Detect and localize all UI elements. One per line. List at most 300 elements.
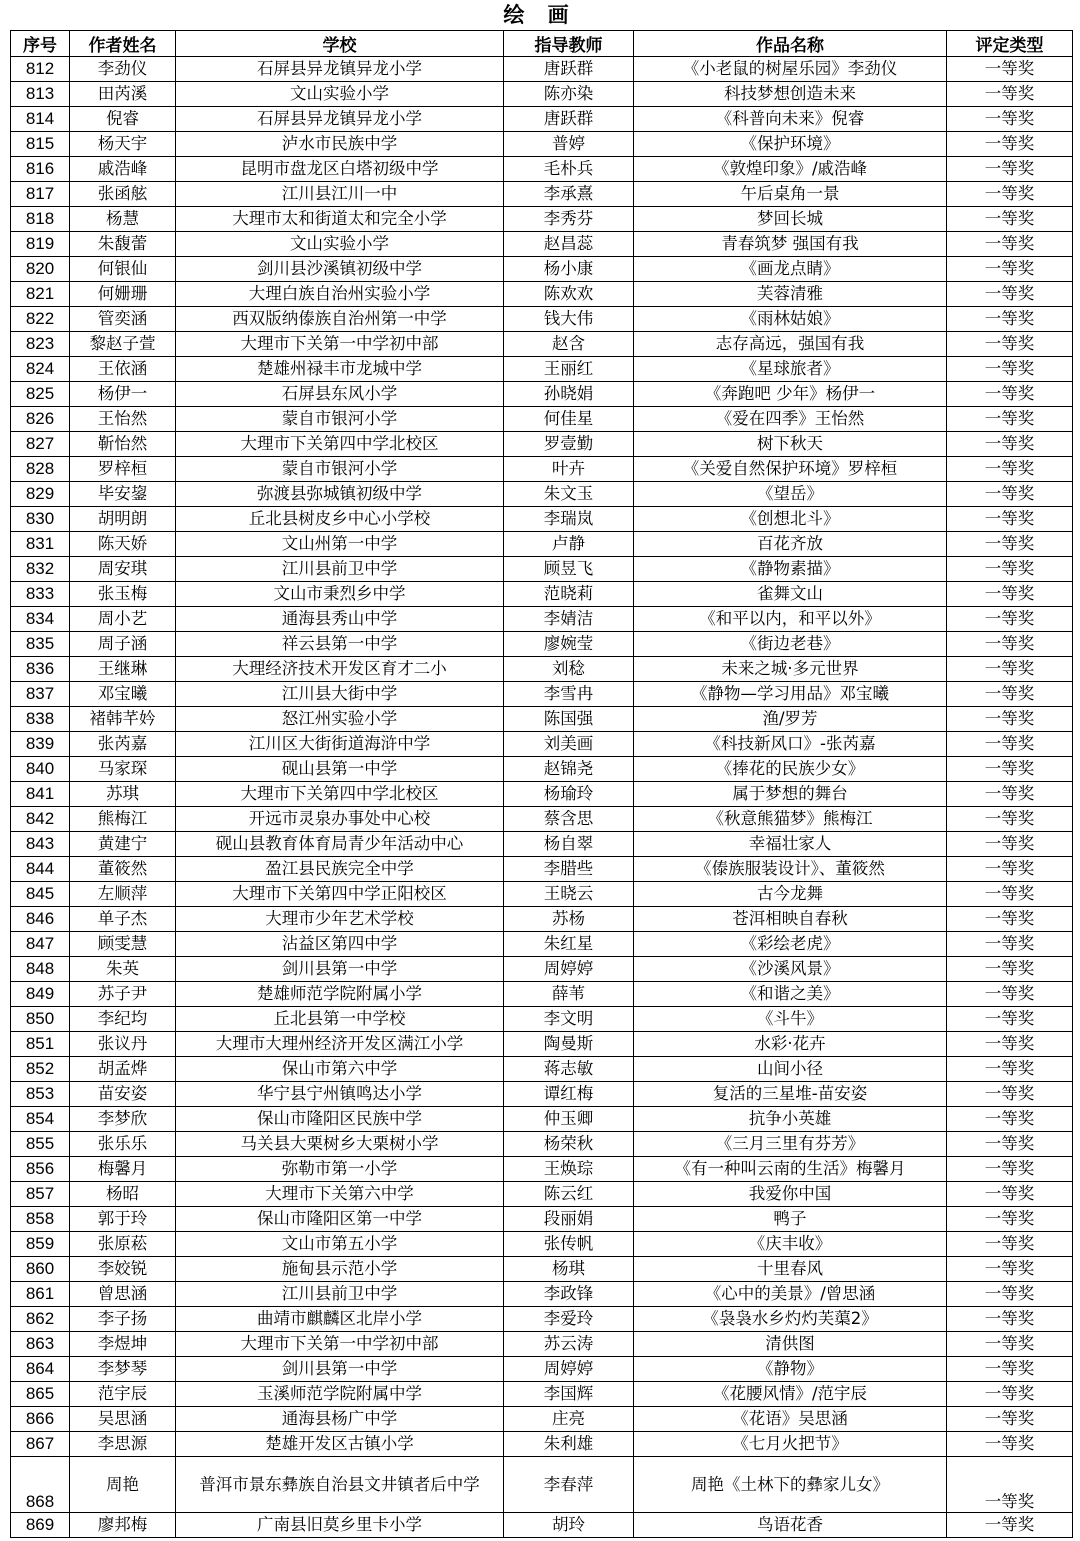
cell-index: 844 (11, 857, 70, 882)
cell-author: 李煜坤 (70, 1332, 176, 1357)
cell-work-title: 《科普向未来》倪睿 (634, 107, 947, 132)
cell-author: 戚浩峰 (70, 157, 176, 182)
cell-work-title: 芙蓉清雅 (634, 282, 947, 307)
cell-teacher: 陈国强 (504, 707, 634, 732)
cell-school: 保山市第六中学 (176, 1057, 504, 1082)
cell-author: 郭于玲 (70, 1207, 176, 1232)
cell-work-title: 《保护环境》 (634, 132, 947, 157)
cell-teacher: 张传帆 (504, 1232, 634, 1257)
cell-school: 广南县旧莫乡里卡小学 (176, 1513, 504, 1538)
cell-award: 一等奖 (947, 932, 1073, 957)
cell-work-title: 《静物—学习用品》邓宝曦 (634, 682, 947, 707)
cell-teacher: 刘美画 (504, 732, 634, 757)
cell-award: 一等奖 (947, 557, 1073, 582)
table-row (11, 1132, 1073, 1157)
table-row (11, 457, 1073, 482)
table-row (11, 782, 1073, 807)
page-title: 绘 画 (503, 3, 577, 27)
cell-award: 一等奖 (947, 1107, 1073, 1132)
cell-author: 苗安姿 (70, 1082, 176, 1107)
cell-award: 一等奖 (947, 1457, 1073, 1513)
cell-school: 开远市灵泉办事处中心校 (176, 807, 504, 832)
cell-work-title: 渔/罗芳 (634, 707, 947, 732)
cell-award: 一等奖 (947, 1282, 1073, 1307)
cell-school: 剑川县沙溪镇初级中学 (176, 257, 504, 282)
table-row (11, 432, 1073, 457)
cell-work-title: 属于梦想的舞台 (634, 782, 947, 807)
cell-index: 830 (11, 507, 70, 532)
cell-teacher: 毛朴兵 (504, 157, 634, 182)
cell-award: 一等奖 (947, 457, 1073, 482)
cell-award: 一等奖 (947, 332, 1073, 357)
cell-author: 黄建宁 (70, 832, 176, 857)
table-row (11, 932, 1073, 957)
cell-school: 楚雄州禄丰市龙城中学 (176, 357, 504, 382)
header-work-title: 作品名称 (634, 31, 947, 57)
cell-school: 石屏县异龙镇异龙小学 (176, 57, 504, 82)
cell-work-title: 《小老鼠的树屋乐园》李劲仪 (634, 57, 947, 82)
cell-award: 一等奖 (947, 907, 1073, 932)
cell-work-title: 我爱你中国 (634, 1182, 947, 1207)
table-row (11, 157, 1073, 182)
table-row (11, 1357, 1073, 1382)
cell-index: 824 (11, 357, 70, 382)
cell-work-title: 《斗牛》 (634, 1007, 947, 1032)
cell-index: 825 (11, 382, 70, 407)
cell-award: 一等奖 (947, 507, 1073, 532)
cell-teacher: 薛苇 (504, 982, 634, 1007)
cell-school: 普洱市景东彝族自治县文井镇者后中学 (176, 1457, 504, 1513)
cell-author: 吴思涵 (70, 1407, 176, 1432)
cell-author: 朱馥蕾 (70, 232, 176, 257)
table-row (11, 1513, 1073, 1538)
cell-author: 胡孟烨 (70, 1057, 176, 1082)
cell-school: 文山实验小学 (176, 82, 504, 107)
table-row (11, 282, 1073, 307)
cell-school: 保山市隆阳区民族中学 (176, 1107, 504, 1132)
cell-award: 一等奖 (947, 132, 1073, 157)
cell-award: 一等奖 (947, 707, 1073, 732)
cell-index: 863 (11, 1332, 70, 1357)
table-row (11, 1207, 1073, 1232)
table-row (11, 507, 1073, 532)
cell-teacher: 陈云红 (504, 1182, 634, 1207)
cell-author: 罗梓桓 (70, 457, 176, 482)
header-row (11, 31, 1073, 57)
cell-author: 王怡然 (70, 407, 176, 432)
cell-school: 砚山县教育体育局青少年活动中心 (176, 832, 504, 857)
cell-award: 一等奖 (947, 82, 1073, 107)
cell-work-title: 十里春风 (634, 1257, 947, 1282)
cell-school: 剑川县第一中学 (176, 1357, 504, 1382)
cell-author: 张原菘 (70, 1232, 176, 1257)
cell-work-title: 鸟语花香 (634, 1513, 947, 1538)
table-row (11, 182, 1073, 207)
cell-teacher: 蔡含思 (504, 807, 634, 832)
cell-index: 867 (11, 1432, 70, 1457)
cell-award: 一等奖 (947, 1307, 1073, 1332)
cell-school: 文山州第一中学 (176, 532, 504, 557)
table-row (11, 832, 1073, 857)
cell-school: 弥渡县弥城镇初级中学 (176, 482, 504, 507)
cell-school: 江川县大街中学 (176, 682, 504, 707)
cell-teacher: 唐跃群 (504, 107, 634, 132)
cell-index: 827 (11, 432, 70, 457)
cell-school: 江川县前卫中学 (176, 557, 504, 582)
cell-award: 一等奖 (947, 1407, 1073, 1432)
cell-index: 838 (11, 707, 70, 732)
cell-teacher: 段丽娟 (504, 1207, 634, 1232)
cell-work-title: 山间小径 (634, 1057, 947, 1082)
cell-index: 815 (11, 132, 70, 157)
cell-teacher: 李雪冉 (504, 682, 634, 707)
cell-teacher: 赵锦尧 (504, 757, 634, 782)
cell-award: 一等奖 (947, 1513, 1073, 1538)
cell-school: 大理市下关第六中学 (176, 1182, 504, 1207)
cell-school: 蒙自市银河小学 (176, 407, 504, 432)
cell-award: 一等奖 (947, 57, 1073, 82)
cell-award: 一等奖 (947, 307, 1073, 332)
cell-index: 817 (11, 182, 70, 207)
cell-work-title: 梦回长城 (634, 207, 947, 232)
cell-school: 砚山县第一中学 (176, 757, 504, 782)
table-row (11, 132, 1073, 157)
table-row (11, 632, 1073, 657)
table-row (11, 257, 1073, 282)
table-row (11, 82, 1073, 107)
cell-index: 840 (11, 757, 70, 782)
table-row (11, 907, 1073, 932)
cell-work-title: 《和谐之美》 (634, 982, 947, 1007)
cell-school: 玉溪师范学院附属中学 (176, 1382, 504, 1407)
cell-school: 江川县前卫中学 (176, 1282, 504, 1307)
cell-work-title: 树下秋天 (634, 432, 947, 457)
cell-award: 一等奖 (947, 982, 1073, 1007)
cell-school: 通海县杨广中学 (176, 1407, 504, 1432)
cell-work-title: 雀舞文山 (634, 582, 947, 607)
cell-work-title: 清供图 (634, 1332, 947, 1357)
table-row (11, 107, 1073, 132)
cell-author: 张函舷 (70, 182, 176, 207)
cell-award: 一等奖 (947, 1032, 1073, 1057)
cell-index: 869 (11, 1513, 70, 1538)
cell-school: 大理市太和街道太和完全小学 (176, 207, 504, 232)
cell-school: 大理市下关第四中学北校区 (176, 782, 504, 807)
cell-work-title: 《秋意熊猫梦》熊梅江 (634, 807, 947, 832)
cell-teacher: 李国辉 (504, 1382, 634, 1407)
table-row (11, 1007, 1073, 1032)
cell-award: 一等奖 (947, 782, 1073, 807)
cell-author: 杨伊一 (70, 382, 176, 407)
cell-author: 杨慧 (70, 207, 176, 232)
header-award: 评定类型 (947, 31, 1073, 57)
cell-award: 一等奖 (947, 257, 1073, 282)
cell-school: 文山市秉烈乡中学 (176, 582, 504, 607)
cell-index: 850 (11, 1007, 70, 1032)
cell-author: 管奕涵 (70, 307, 176, 332)
cell-author: 靳怡然 (70, 432, 176, 457)
cell-work-title: 《庆丰收》 (634, 1232, 947, 1257)
cell-teacher: 庄亮 (504, 1407, 634, 1432)
cell-teacher: 苏杨 (504, 907, 634, 932)
cell-index: 861 (11, 1282, 70, 1307)
cell-author: 周小艺 (70, 607, 176, 632)
table-row (11, 707, 1073, 732)
cell-award: 一等奖 (947, 1182, 1073, 1207)
cell-work-title: 《奔跑吧 少年》杨伊一 (634, 382, 947, 407)
cell-author: 李劲仪 (70, 57, 176, 82)
table-row (11, 857, 1073, 882)
cell-school: 大理市下关第四中学北校区 (176, 432, 504, 457)
cell-school: 江川区大街街道海浒中学 (176, 732, 504, 757)
table-row (11, 1382, 1073, 1407)
cell-award: 一等奖 (947, 1357, 1073, 1382)
cell-award: 一等奖 (947, 407, 1073, 432)
cell-award: 一等奖 (947, 182, 1073, 207)
cell-work-title: 《傣族服装设计》、董筱然 (634, 857, 947, 882)
table-row (11, 1157, 1073, 1182)
table-row (11, 882, 1073, 907)
cell-index: 839 (11, 732, 70, 757)
cell-author: 周艳 (70, 1457, 176, 1513)
table-row (11, 557, 1073, 582)
cell-author: 周子涵 (70, 632, 176, 657)
cell-index: 865 (11, 1382, 70, 1407)
cell-work-title: 《捧花的民族少女》 (634, 757, 947, 782)
cell-index: 823 (11, 332, 70, 357)
table-row (11, 657, 1073, 682)
cell-index: 821 (11, 282, 70, 307)
cell-school: 怒江州实验小学 (176, 707, 504, 732)
cell-work-title: 复活的三星堆-苗安姿 (634, 1082, 947, 1107)
table-row (11, 607, 1073, 632)
cell-work-title: 《沙溪风景》 (634, 957, 947, 982)
cell-author: 倪睿 (70, 107, 176, 132)
cell-author: 苏琪 (70, 782, 176, 807)
cell-award: 一等奖 (947, 1057, 1073, 1082)
cell-school: 大理白族自治州实验小学 (176, 282, 504, 307)
cell-school: 弥勒市第一小学 (176, 1157, 504, 1182)
cell-teacher: 朱红星 (504, 932, 634, 957)
cell-author: 廖邦梅 (70, 1513, 176, 1538)
cell-teacher: 杨自翠 (504, 832, 634, 857)
cell-award: 一等奖 (947, 857, 1073, 882)
cell-work-title: 《彩绘老虎》 (634, 932, 947, 957)
table-row (11, 582, 1073, 607)
cell-school: 蒙自市银河小学 (176, 457, 504, 482)
cell-work-title: 《三月三里有芬芳》 (634, 1132, 947, 1157)
cell-school: 通海县秀山中学 (176, 607, 504, 632)
cell-work-title: 幸福壮家人 (634, 832, 947, 857)
cell-teacher: 李爱玲 (504, 1307, 634, 1332)
cell-author: 张玉梅 (70, 582, 176, 607)
cell-award: 一等奖 (947, 582, 1073, 607)
cell-work-title: 《敦煌印象》/戚浩峰 (634, 157, 947, 182)
cell-author: 田芮溪 (70, 82, 176, 107)
cell-index: 851 (11, 1032, 70, 1057)
cell-school: 丘北县树皮乡中心小学校 (176, 507, 504, 532)
table-row (11, 482, 1073, 507)
cell-work-title: 《爱在四季》王怡然 (634, 407, 947, 432)
cell-teacher: 陈欢欢 (504, 282, 634, 307)
cell-teacher: 赵含 (504, 332, 634, 357)
cell-author: 张芮嘉 (70, 732, 176, 757)
table-row (11, 357, 1073, 382)
cell-teacher: 李婧洁 (504, 607, 634, 632)
cell-school: 施甸县示范小学 (176, 1257, 504, 1282)
cell-school: 丘北县第一中学校 (176, 1007, 504, 1032)
cell-award: 一等奖 (947, 1232, 1073, 1257)
cell-award: 一等奖 (947, 207, 1073, 232)
cell-index: 836 (11, 657, 70, 682)
cell-award: 一等奖 (947, 832, 1073, 857)
cell-award: 一等奖 (947, 1082, 1073, 1107)
cell-teacher: 李腊些 (504, 857, 634, 882)
cell-index: 857 (11, 1182, 70, 1207)
cell-teacher: 李文明 (504, 1007, 634, 1032)
cell-index: 828 (11, 457, 70, 482)
cell-index: 853 (11, 1082, 70, 1107)
cell-author: 胡明朗 (70, 507, 176, 532)
cell-award: 一等奖 (947, 807, 1073, 832)
cell-school: 文山实验小学 (176, 232, 504, 257)
cell-teacher: 仲玉卿 (504, 1107, 634, 1132)
cell-index: 864 (11, 1357, 70, 1382)
cell-index: 813 (11, 82, 70, 107)
cell-author: 李思源 (70, 1432, 176, 1457)
cell-teacher: 卢静 (504, 532, 634, 557)
cell-teacher: 王焕琮 (504, 1157, 634, 1182)
cell-teacher: 杨琪 (504, 1257, 634, 1282)
table-row (11, 1307, 1073, 1332)
cell-school: 石屏县异龙镇异龙小学 (176, 107, 504, 132)
cell-author: 范宇辰 (70, 1382, 176, 1407)
table-row (11, 532, 1073, 557)
cell-school: 楚雄开发区古镇小学 (176, 1432, 504, 1457)
header-school: 学校 (176, 31, 504, 57)
cell-index: 837 (11, 682, 70, 707)
cell-award: 一等奖 (947, 882, 1073, 907)
cell-work-title: 《创想北斗》 (634, 507, 947, 532)
table-row (11, 232, 1073, 257)
table-row (11, 1057, 1073, 1082)
cell-teacher: 唐跃群 (504, 57, 634, 82)
cell-teacher: 谭红梅 (504, 1082, 634, 1107)
cell-teacher: 叶卉 (504, 457, 634, 482)
cell-index: 848 (11, 957, 70, 982)
table-row (11, 1257, 1073, 1282)
cell-index: 831 (11, 532, 70, 557)
cell-work-title: 志存高远，强国有我 (634, 332, 947, 357)
cell-award: 一等奖 (947, 1157, 1073, 1182)
cell-index: 841 (11, 782, 70, 807)
cell-school: 马关县大栗树乡大栗树小学 (176, 1132, 504, 1157)
table-row (11, 57, 1073, 82)
cell-author: 苏子尹 (70, 982, 176, 1007)
table-row (11, 332, 1073, 357)
cell-index: 812 (11, 57, 70, 82)
cell-index: 849 (11, 982, 70, 1007)
cell-author: 李纪均 (70, 1007, 176, 1032)
cell-award: 一等奖 (947, 232, 1073, 257)
cell-author: 李子扬 (70, 1307, 176, 1332)
cell-work-title: 《七月火把节》 (634, 1432, 947, 1457)
cell-school: 大理市大理州经济开发区满江小学 (176, 1032, 504, 1057)
cell-work-title: 苍洱相映自春秋 (634, 907, 947, 932)
cell-author: 褚韩芊妗 (70, 707, 176, 732)
cell-index: 843 (11, 832, 70, 857)
cell-index: 835 (11, 632, 70, 657)
header-index: 序号 (11, 31, 70, 57)
cell-author: 张议丹 (70, 1032, 176, 1057)
cell-author: 邓宝曦 (70, 682, 176, 707)
table-row (11, 957, 1073, 982)
cell-school: 大理经济技术开发区育才二小 (176, 657, 504, 682)
cell-index: 819 (11, 232, 70, 257)
cell-teacher: 杨小康 (504, 257, 634, 282)
cell-work-title: 《心中的美景》/曾思涵 (634, 1282, 947, 1307)
cell-work-title: 鸭子 (634, 1207, 947, 1232)
cell-award: 一等奖 (947, 382, 1073, 407)
cell-author: 何姗珊 (70, 282, 176, 307)
cell-school: 泸水市民族中学 (176, 132, 504, 157)
table-row (11, 1332, 1073, 1357)
cell-teacher: 顾昱飞 (504, 557, 634, 582)
cell-school: 大理市少年艺术学校 (176, 907, 504, 932)
cell-award: 一等奖 (947, 107, 1073, 132)
cell-author: 陈天娇 (70, 532, 176, 557)
cell-author: 左顺萍 (70, 882, 176, 907)
table-row (11, 757, 1073, 782)
cell-award: 一等奖 (947, 282, 1073, 307)
cell-work-title: 古今龙舞 (634, 882, 947, 907)
cell-school: 江川县江川一中 (176, 182, 504, 207)
cell-work-title: 科技梦想创造未来 (634, 82, 947, 107)
cell-index: 846 (11, 907, 70, 932)
cell-school: 剑川县第一中学 (176, 957, 504, 982)
table-row (11, 1282, 1073, 1307)
table-row (11, 1232, 1073, 1257)
cell-school: 曲靖市麒麟区北岸小学 (176, 1307, 504, 1332)
cell-author: 董筱然 (70, 857, 176, 882)
cell-author: 马家琛 (70, 757, 176, 782)
cell-work-title: 《科技新风口》-张芮嘉 (634, 732, 947, 757)
cell-author: 何银仙 (70, 257, 176, 282)
cell-award: 一等奖 (947, 757, 1073, 782)
cell-index: 856 (11, 1157, 70, 1182)
cell-author: 毕安鋆 (70, 482, 176, 507)
cell-author: 熊梅江 (70, 807, 176, 832)
cell-school: 大理市下关第四中学正阳校区 (176, 882, 504, 907)
cell-award: 一等奖 (947, 1382, 1073, 1407)
cell-teacher: 陈亦染 (504, 82, 634, 107)
cell-award: 一等奖 (947, 682, 1073, 707)
cell-teacher: 胡玲 (504, 1513, 634, 1538)
cell-award: 一等奖 (947, 1132, 1073, 1157)
cell-author: 张乐乐 (70, 1132, 176, 1157)
cell-work-title: 《和平以内，和平以外》 (634, 607, 947, 632)
cell-work-title: 《花语》吴思涵 (634, 1407, 947, 1432)
cell-teacher: 刘稔 (504, 657, 634, 682)
cell-teacher: 王晓云 (504, 882, 634, 907)
cell-work-title: 《雨林姑娘》 (634, 307, 947, 332)
cell-award: 一等奖 (947, 532, 1073, 557)
cell-school: 祥云县第一中学 (176, 632, 504, 657)
cell-teacher: 朱利雄 (504, 1432, 634, 1457)
cell-work-title: 未来之城·多元世界 (634, 657, 947, 682)
cell-work-title: 《袅袅水乡灼灼芙蕖2》 (634, 1307, 947, 1332)
cell-teacher: 钱大伟 (504, 307, 634, 332)
